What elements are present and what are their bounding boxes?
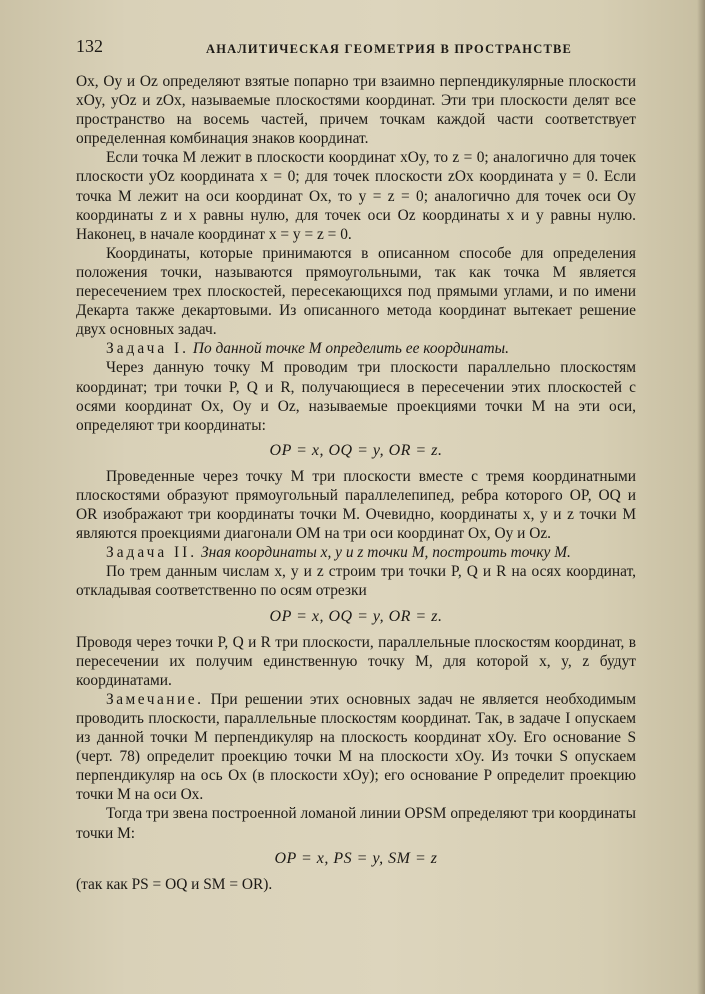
paragraph-unique-point: Проводя через точки P, Q и R три плоскости, параллельные плоскостям координат, в пересечении их получим единственную точку M, для которой x, y, z будут координатами. xyxy=(76,633,636,689)
page-text xyxy=(76,72,636,894)
formula-projections-1: OP = x, OQ = y, OR = z. xyxy=(269,441,443,459)
running-head xyxy=(76,36,636,58)
formula-broken-line: OP = x, PS = y, SM = z xyxy=(274,849,438,867)
problem-1-heading xyxy=(76,339,636,358)
problem-2-heading xyxy=(76,543,636,562)
paragraph-rectangular-coordinates: Координаты, которые принимаются в описанном способе для определения положения точки, называются прямоугольными, так как точка M является пересечением трех плоскостей, пересекающихся под прямыми углами, и по имени Декарта также декартовыми. Из описанного метода координат вытекает решение двух основных задач. xyxy=(76,244,636,339)
paragraph-problem-2-solution: По трем данным числам x, y и z строим три точки P, Q и R на осях координат, откладывая соответственно по осям отрезки xyxy=(76,563,636,600)
problem-1-title: По данной точке M определить ее координаты. xyxy=(192,340,509,358)
problem-2-title: Зная координаты x, y и z точки M, построить точку M. xyxy=(200,544,571,562)
running-head-title: АНАЛИТИЧЕСКАЯ ГЕОМЕТРИЯ В ПРОСТРАНСТВЕ xyxy=(206,42,573,56)
remark-text: При решении этих основных задач не является необходимым проводить плоскости, параллельные плоскостям координат. Так, в задаче I опускаем из данной точки M перпендикуляр на плоскость координат xOy. Его основание S (черт. 78) определит проекцию точки M на плоскости xOy. Из точки S опускаем перпендикуляр на ось Ox (в плоскости xOy); его основание P определит проекцию точки M на оси Ox. xyxy=(76,690,636,804)
problem-1-label: Задача I. xyxy=(106,340,189,358)
paragraph-coordinate-planes: Ox, Oy и Oz определяют взятые попарно три взаимно перпендикулярные плоскости xOy, yOz и zOx, называемые плоскостями координат. Эти три плоскости делят все пространство на восемь частей, причем точкам каждой части соответствует определенная комбинация знаков координат. xyxy=(76,73,636,148)
remark-paragraph xyxy=(76,690,636,805)
page-edge-shadow xyxy=(697,0,705,994)
paragraph-since-equal: (так как PS = OQ и SM = OR). xyxy=(76,875,273,893)
page-number: 132 xyxy=(76,36,103,56)
paragraph-points-on-planes: Если точка M лежит в плоскости координат xOy, то z = 0; аналогично для точек плоскости yOz координата x = 0; для точек плоскости zOx координата y = 0. Если точка M лежит на оси координат Ox, то y = z = 0; аналогично для точек оси Oy координаты z и x равны нулю, для точек оси Oz координаты x и y равны нулю. Наконец, в начале координат x = y = z = 0. xyxy=(76,149,636,243)
remark-label: Замечание. xyxy=(106,690,204,708)
problem-2-label: Задача II. xyxy=(106,544,198,562)
paragraph-broken-line: Тогда три звена построенной ломаной линии OPSM определяют три координаты точки M: xyxy=(76,805,636,842)
paragraph-problem-1-solution: Через данную точку M проводим три плоскости параллельно плоскостям координат; три точки P, Q и R, получающиеся в пересечении этих плоскостей с осями координат Ox, Oy и Oz, называемые проекциями точки M на эти оси, определяют три координаты: xyxy=(76,359,636,434)
formula-projections-2: OP = x, OQ = y, OR = z. xyxy=(269,607,443,625)
paragraph-parallelepiped: Проведенные через точку M три плоскости вместе с тремя координатными плоскостями образуют прямоугольный параллелепипед, ребра которого OP, OQ и OR изображают три координаты точки M. Очевидно, координаты x, y и z точки M являются проекциями диагонали OM на три оси координат Ox, Oy и Oz. xyxy=(76,467,636,543)
